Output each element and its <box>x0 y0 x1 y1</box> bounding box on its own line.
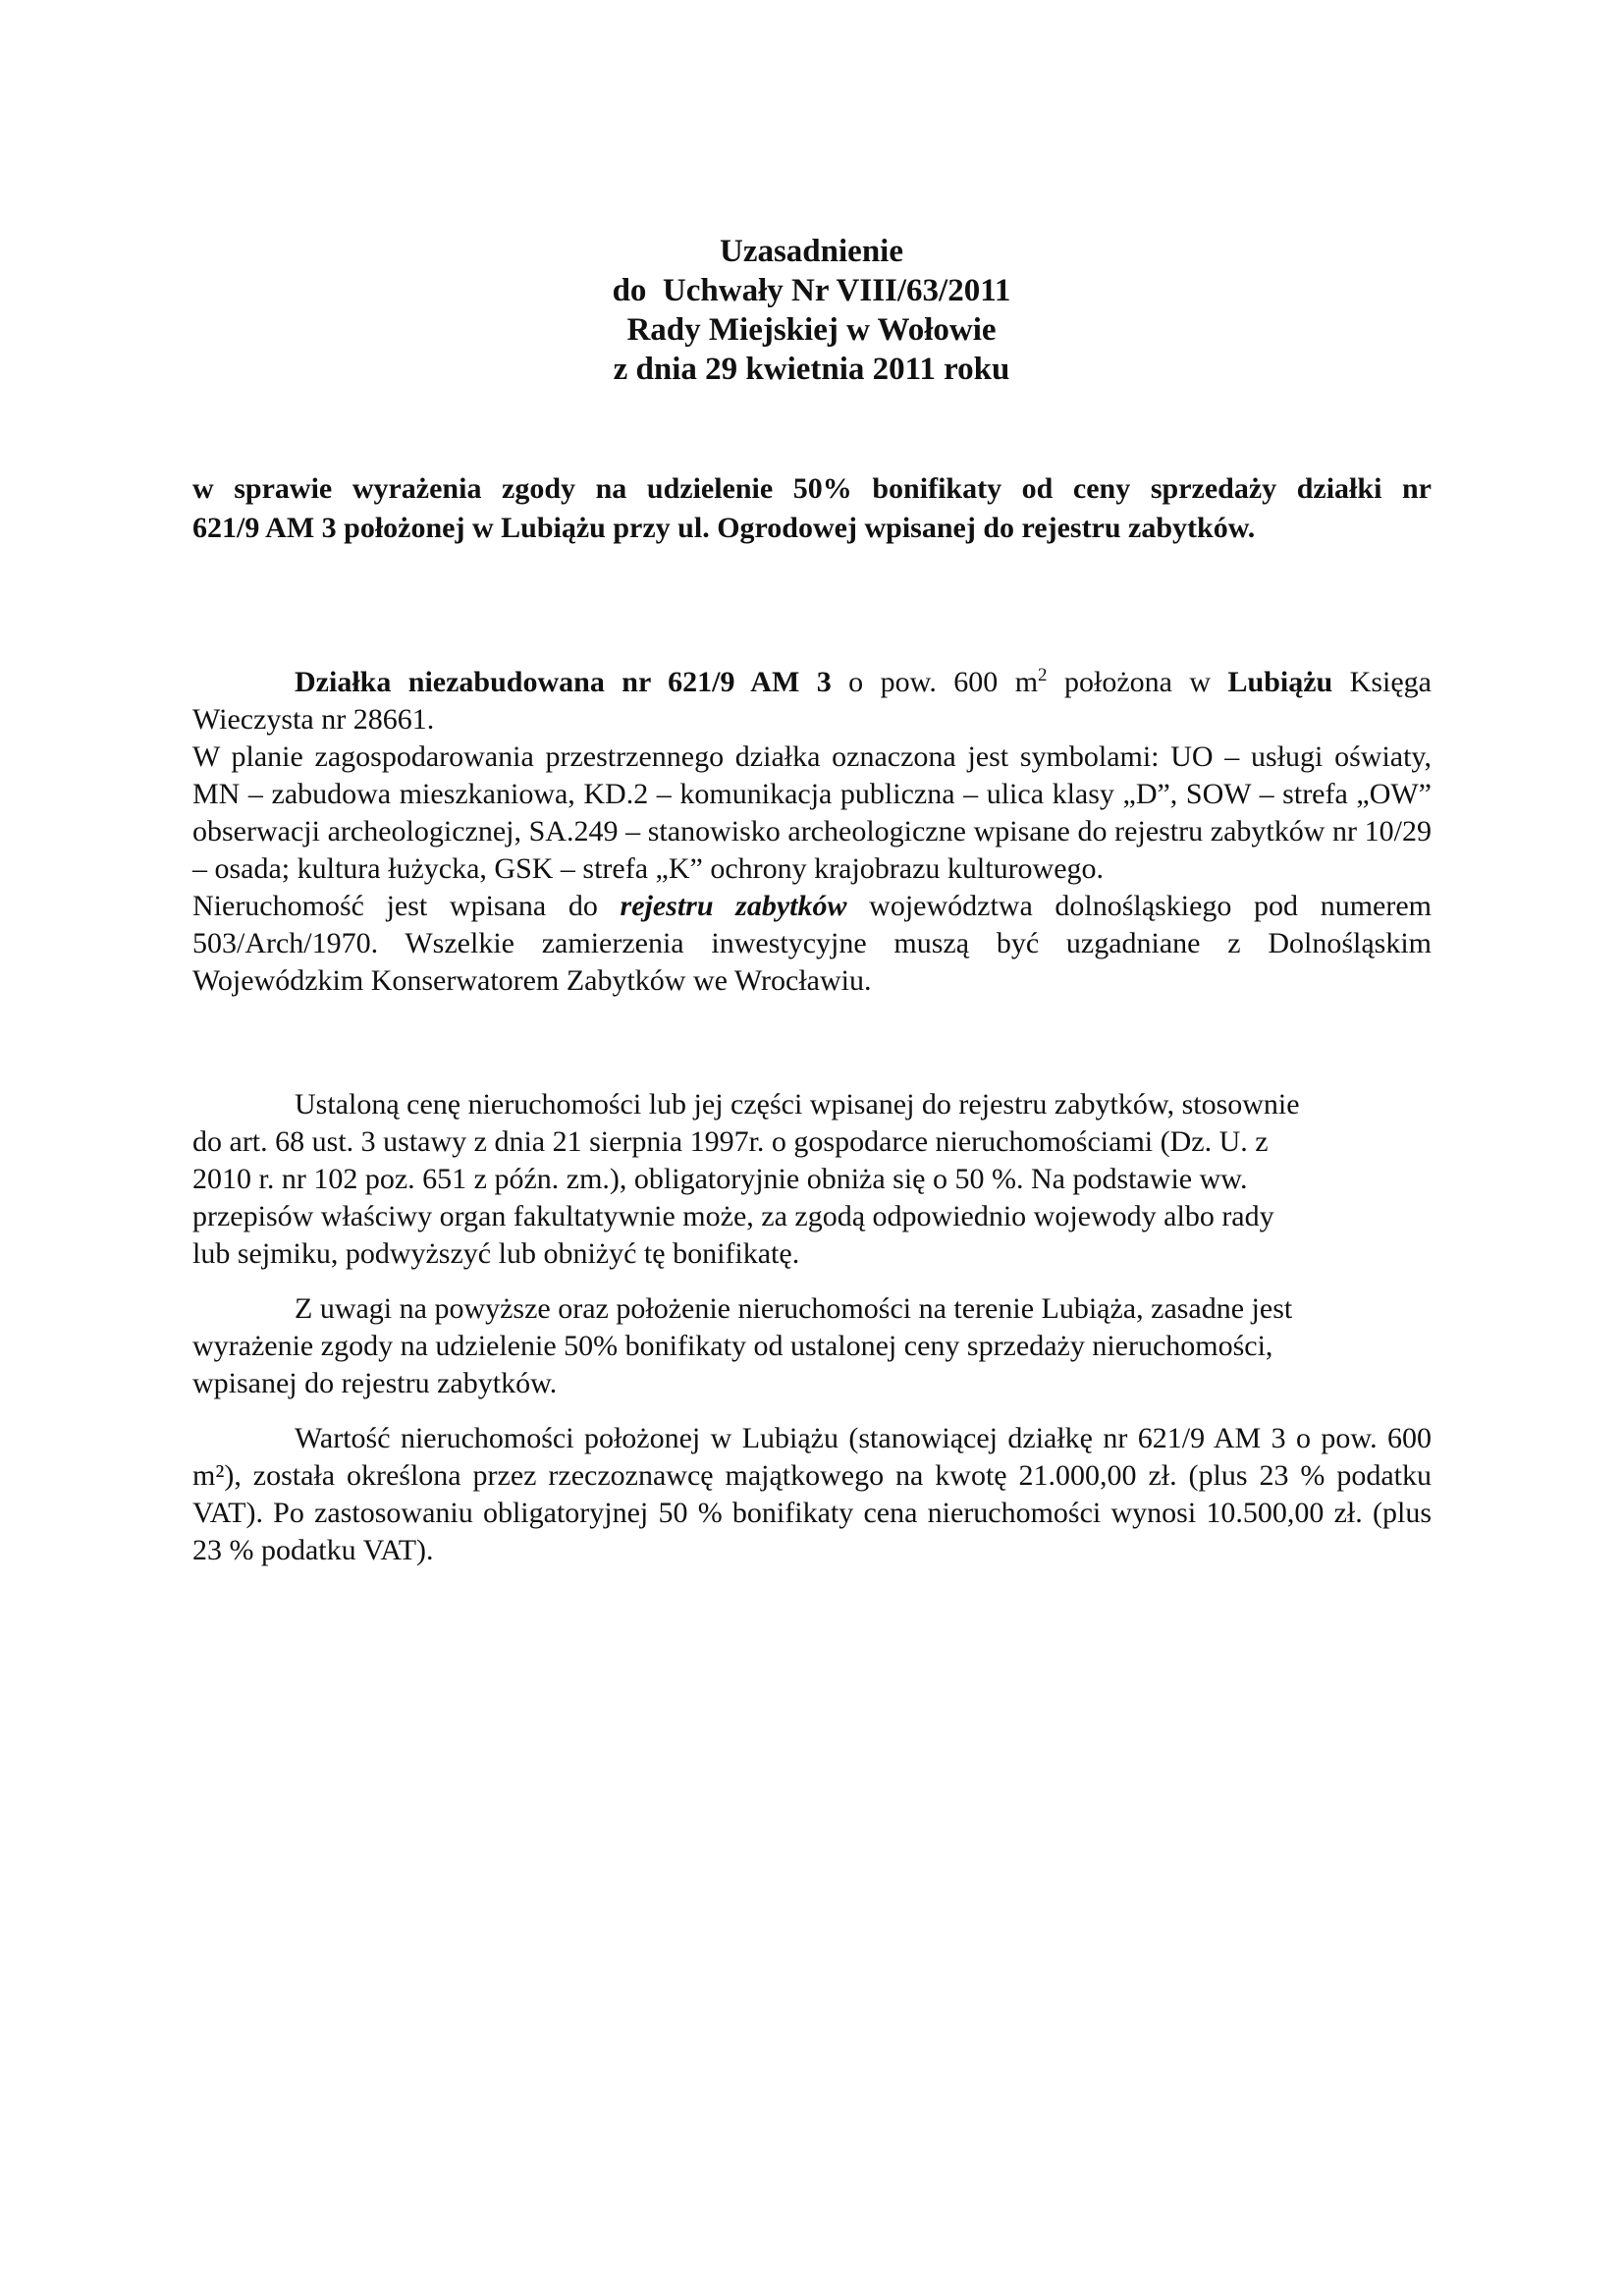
plot-area-superscript: 2 <box>1038 665 1048 685</box>
register-text-a: Nieruchomość jest wpisana do <box>192 890 621 922</box>
consent-line-3: wpisanej do rejestru zabytków. <box>192 1367 558 1399</box>
legal-basis-line-5: lub sejmiku, podwyższyć lub obniżyć tę bonifikatę. <box>192 1237 800 1270</box>
register-text-b: województwa dolnośląskiego pod numerem 503/Arch/1970. Wszelkie zamierzenia inwestycyjne muszą być uzgadniane z Dolnośląskim Wojewódzkim Konserwatorem Zabytków we Wrocławiu. <box>192 890 1432 997</box>
paragraph-consent <box>192 1290 1432 1402</box>
paragraph-legal-basis <box>192 1086 1432 1273</box>
legal-basis-line-4: przepisów właściwy organ fakultatywnie może, za zgodą odpowiednio wojewody albo rady <box>192 1200 1274 1232</box>
paragraph-plot-info <box>192 664 1432 738</box>
title-line-resolution-number: do Uchwały Nr VIII/63/2011 <box>612 273 1011 308</box>
paragraph-valuation: Wartość nieruchomości położonej w Lubiążu (stanowiącej działkę nr 621/9 AM 3 o pow. 600 m²), została określona przez rzeczoznawcę majątkowego na kwotę 21.000,00 zł. (plus 23 % podatku VAT). Po zastosowaniu obligatoryjnej 50 % bonifikaty cena nieruchomości wynosi 10.500,00 zł. (plus 23 % podatku VAT). <box>192 1422 1432 1566</box>
title-line-date: z dnia 29 kwietnia 2011 roku <box>613 352 1010 387</box>
paragraph-monument-register <box>192 888 1432 1000</box>
paragraph-zoning-plan: W planie zagospodarowania przestrzennego działka oznaczona jest symbolami: UO – usługi oświaty, MN – zabudowa mieszkaniowa, KD.2 – komunikacja publiczna – ulica klasy „D”, SOW – strefa „OW” obserwacji archeologicznej, SA.249 – stanowisko archeologiczne wpisane do rejestru zabytków nr 10/29 – osada; kultura łużycka, GSK – strefa „K” ochrony krajobrazu kulturowego. <box>192 740 1432 885</box>
subject-heading <box>192 469 1432 548</box>
consent-line-1: Z uwagi na powyższe oraz położenie nieruchomości na terenie Lubiąża, zasadne jest <box>295 1292 1293 1325</box>
plot-bold-label: Działka niezabudowana nr 621/9 AM 3 <box>295 666 832 698</box>
register-bold-italic: rejestru zabytków <box>620 890 847 922</box>
subject-line-2: 621/9 AM 3 położonej w Lubiążu przy ul. Ogrodowej wpisanej do rejestru zabytków. <box>192 512 1256 544</box>
plot-location-text: położona w <box>1047 666 1228 698</box>
title-line-justification: Uzasadnienie <box>719 234 903 269</box>
property-description <box>192 664 1432 1000</box>
legal-basis-line-1: Ustaloną cenę nieruchomości lub jej części wpisanej do rejestru zabytków, stosownie <box>295 1088 1300 1121</box>
plot-land-register-text: Księga Wieczysta nr 28661. <box>192 666 1432 736</box>
plot-area-text: o pow. 600 m <box>831 666 1039 698</box>
title-line-council: Rady Miejskiej w Wołowie <box>626 312 997 348</box>
document-title <box>0 232 1623 389</box>
legal-basis-line-2: do art. 68 ust. 3 ustawy z dnia 21 sierpnia 1997r. o gospodarce nieruchomościami (Dz. U. z <box>192 1125 1269 1158</box>
legal-basis-line-3: 2010 r. nr 102 poz. 651 z późn. zm.), obligatoryjnie obniża się o 50 %. Na podstawie ww. <box>192 1163 1248 1195</box>
justification-body <box>192 1086 1432 1569</box>
consent-line-2: wyrażenie zgody na udzielenie 50% bonifikaty od ustalonej ceny sprzedaży nieruchomości, <box>192 1330 1273 1362</box>
plot-location-bold: Lubiążu <box>1227 666 1333 698</box>
subject-line-1: w sprawie wyrażenia zgody na udzielenie 50% bonifikaty od ceny sprzedaży działki nr <box>192 472 1432 505</box>
